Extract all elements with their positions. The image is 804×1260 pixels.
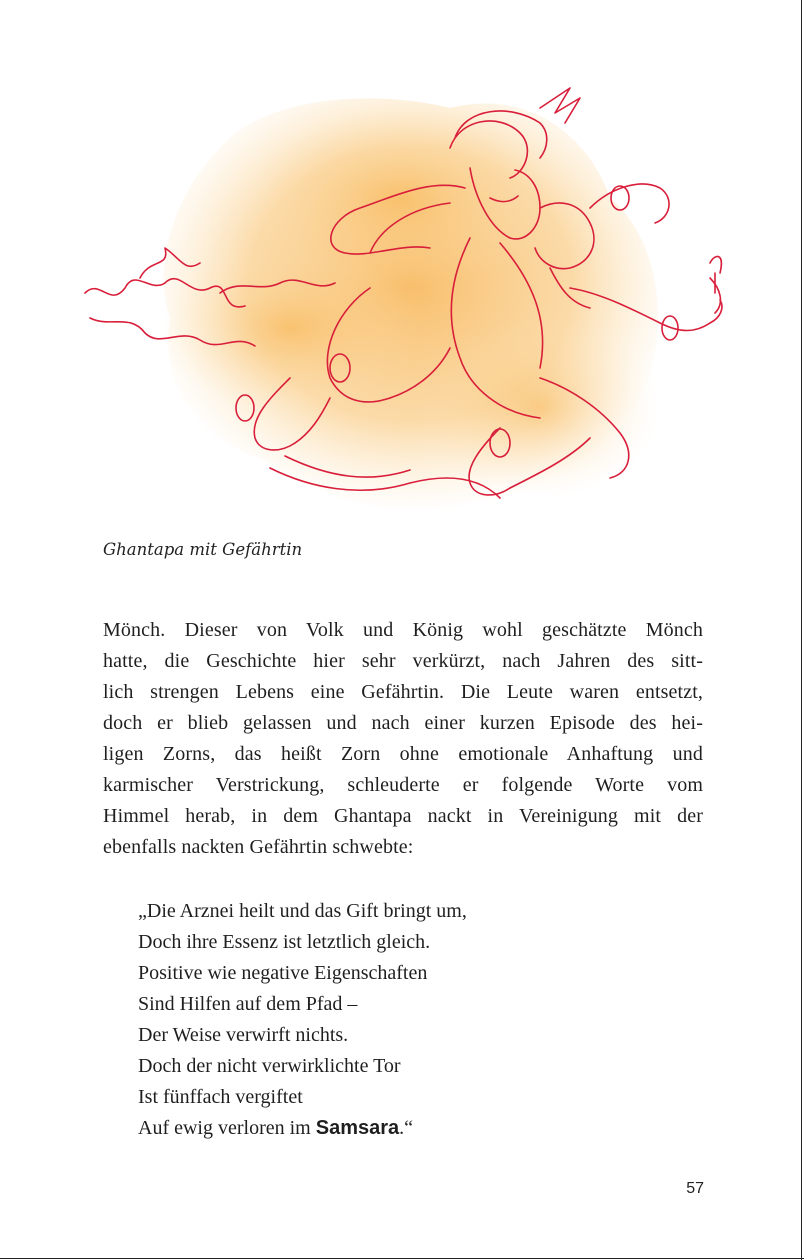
poem-line: Positive wie negative Eigenschaften	[138, 962, 428, 984]
poem-line: Der Weise verwirft nichts.	[138, 1024, 349, 1046]
page-number: 57	[686, 1180, 704, 1197]
body-line: doch er blieb gelassen und nach einer kurzen Episode des hei-	[103, 712, 703, 734]
body-paragraph	[103, 615, 703, 863]
illustration-caption: Ghantapa mit Gefährtin	[103, 540, 303, 559]
body-line: ebenfalls nackten Gefährtin schwebte:	[103, 836, 414, 858]
ghantapa-illustration	[70, 78, 734, 526]
body-line: ligen Zorns, das heißt Zorn ohne emotionale Anhaftung und	[103, 743, 703, 765]
poem-line: Doch ihre Essenz ist letztlich gleich.	[138, 931, 431, 953]
poem-line: Ist fünffach vergiftet	[138, 1086, 303, 1108]
watercolor-wash	[160, 98, 660, 512]
body-line: lich strengen Lebens eine Gefährtin. Die Leute waren entsetzt,	[103, 681, 703, 703]
poem-line: Doch der nicht verwirklichte Tor	[138, 1055, 401, 1077]
poem-quote	[138, 896, 467, 1144]
page-edge-bottom	[0, 1258, 804, 1259]
samsara-term: Samsara	[315, 1117, 400, 1139]
poem-last-line	[138, 1113, 467, 1144]
poem-line: „Die Arznei heilt und das Gift bringt um,	[138, 900, 467, 922]
poem-line: Sind Hilfen auf dem Pfad –	[138, 993, 358, 1015]
page-edge-right	[801, 0, 802, 1260]
poem-last-prefix: Auf ewig verloren im	[138, 1117, 316, 1139]
body-line: hatte, die Geschichte hier sehr verkürzt, nach Jahren des sitt-	[103, 650, 703, 672]
body-line: Mönch. Dieser von Volk und König wohl geschätzte Mönch	[103, 619, 703, 641]
body-line: Himmel herab, in dem Ghantapa nackt in Vereinigung mit der	[103, 805, 703, 827]
poem-last-suffix: .“	[399, 1117, 414, 1139]
body-line: karmischer Verstrickung, schleuderte er folgende Worte vom	[103, 774, 703, 796]
